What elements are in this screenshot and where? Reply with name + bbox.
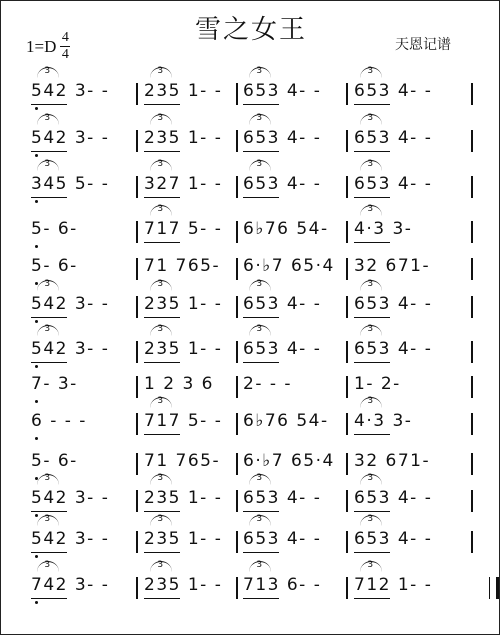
barline bbox=[346, 296, 348, 318]
measure: 542 3- - bbox=[31, 339, 110, 359]
triplet-mark: 3 bbox=[150, 474, 172, 485]
notation-line bbox=[31, 113, 476, 154]
measure: 235 1- - bbox=[144, 294, 223, 314]
measure: 653 4- - bbox=[354, 529, 433, 549]
measure: 653 4- - bbox=[354, 128, 433, 148]
notation-line bbox=[31, 560, 476, 601]
measure: 235 1- - bbox=[144, 128, 223, 148]
beam-underline bbox=[144, 434, 180, 435]
notation-line bbox=[31, 204, 476, 245]
barline bbox=[136, 490, 138, 512]
barline bbox=[471, 130, 473, 152]
barline bbox=[136, 577, 138, 599]
triplet-mark: 3 bbox=[360, 114, 382, 125]
octave-dot bbox=[35, 200, 38, 203]
barline bbox=[136, 413, 138, 435]
triplet-mark: 3 bbox=[37, 515, 59, 526]
barline bbox=[346, 221, 348, 243]
barline bbox=[136, 341, 138, 363]
beam-underline bbox=[31, 104, 67, 105]
beam-underline bbox=[354, 197, 390, 198]
measure: 327 1- - bbox=[144, 174, 223, 194]
beam-underline bbox=[243, 104, 279, 105]
triplet-mark: 3 bbox=[360, 325, 382, 336]
beam-underline bbox=[31, 197, 67, 198]
barline bbox=[471, 83, 473, 105]
measure: 712 1- - bbox=[354, 575, 433, 595]
measure: 235 1- - bbox=[144, 339, 223, 359]
measure: 6·♭7 65·4 bbox=[243, 451, 335, 471]
measure: 2- - - bbox=[243, 374, 293, 394]
barline bbox=[236, 130, 238, 152]
octave-dot bbox=[35, 365, 38, 368]
triplet-mark: 3 bbox=[37, 114, 59, 125]
barline bbox=[236, 341, 238, 363]
barline bbox=[236, 221, 238, 243]
key-label: 1=D bbox=[26, 36, 57, 56]
barline bbox=[236, 296, 238, 318]
time-signature-bottom: 4 bbox=[61, 47, 69, 62]
measure: 4·3 3- bbox=[354, 411, 413, 431]
beam-underline bbox=[144, 197, 180, 198]
measure: 235 1- - bbox=[144, 529, 223, 549]
measure: 1 2 3 6 bbox=[144, 374, 214, 394]
measure: 742 3- - bbox=[31, 575, 110, 595]
measure: 653 4- - bbox=[243, 128, 322, 148]
time-signature bbox=[60, 31, 70, 62]
triplet-mark: 3 bbox=[150, 325, 172, 336]
triplet-mark: 3 bbox=[37, 67, 59, 78]
triplet-mark: 3 bbox=[360, 160, 382, 171]
barline bbox=[471, 296, 473, 318]
measure: 653 4- - bbox=[354, 488, 433, 508]
notation-line bbox=[31, 324, 476, 365]
notation-line bbox=[31, 279, 476, 320]
barline bbox=[346, 531, 348, 553]
barline bbox=[346, 453, 348, 475]
triplet-mark: 3 bbox=[37, 160, 59, 171]
measure: 5- 6- bbox=[31, 451, 78, 471]
measure: 6♭76 54- bbox=[243, 219, 329, 239]
barline bbox=[471, 176, 473, 198]
barline bbox=[346, 490, 348, 512]
measure: 6♭76 54- bbox=[243, 411, 329, 431]
measure: 542 3- - bbox=[31, 128, 110, 148]
triplet-mark: 3 bbox=[150, 160, 172, 171]
measure: 717 5- - bbox=[144, 411, 223, 431]
measure: 7- 3- bbox=[31, 374, 78, 394]
beam-underline bbox=[354, 434, 390, 435]
barline bbox=[471, 413, 473, 435]
barline bbox=[236, 577, 238, 599]
measure: 653 4- - bbox=[243, 488, 322, 508]
triplet-mark: 3 bbox=[360, 515, 382, 526]
final-barline-thin bbox=[489, 577, 490, 599]
measure: 653 4- - bbox=[354, 294, 433, 314]
beam-underline bbox=[243, 598, 279, 599]
measure: 653 4- - bbox=[354, 339, 433, 359]
measure: 235 1- - bbox=[144, 81, 223, 101]
beam-underline bbox=[144, 552, 180, 553]
measure: 71 765- bbox=[144, 256, 221, 276]
barline bbox=[236, 176, 238, 198]
barline bbox=[346, 258, 348, 280]
triplet-mark: 3 bbox=[249, 67, 271, 78]
notation-line bbox=[31, 256, 476, 282]
barline bbox=[346, 413, 348, 435]
triplet-mark: 3 bbox=[150, 280, 172, 291]
notation-line bbox=[31, 514, 476, 555]
triplet-mark: 3 bbox=[360, 397, 382, 408]
beam-underline bbox=[144, 151, 180, 152]
beam-underline bbox=[31, 362, 67, 363]
measure: 653 4- - bbox=[354, 174, 433, 194]
barline bbox=[136, 258, 138, 280]
beam-underline bbox=[31, 151, 67, 152]
page-title: 雪之女王 bbox=[194, 15, 307, 45]
barline bbox=[346, 376, 348, 398]
beam-underline bbox=[243, 511, 279, 512]
barline bbox=[346, 577, 348, 599]
barline bbox=[236, 83, 238, 105]
barline bbox=[236, 258, 238, 280]
beam-underline bbox=[354, 317, 390, 318]
beam-underline bbox=[354, 104, 390, 105]
barline bbox=[136, 376, 138, 398]
triplet-mark: 3 bbox=[150, 515, 172, 526]
triplet-mark: 3 bbox=[360, 205, 382, 216]
triplet-mark: 3 bbox=[150, 67, 172, 78]
barline bbox=[236, 376, 238, 398]
final-barline-thick bbox=[496, 577, 500, 599]
triplet-mark: 3 bbox=[37, 280, 59, 291]
barline bbox=[236, 531, 238, 553]
octave-dot bbox=[35, 601, 38, 604]
octave-dot bbox=[35, 154, 38, 157]
beam-underline bbox=[354, 552, 390, 553]
measure: 6·♭7 65·4 bbox=[243, 256, 335, 276]
triplet-mark: 3 bbox=[249, 325, 271, 336]
triplet-mark: 3 bbox=[37, 325, 59, 336]
beam-underline bbox=[243, 362, 279, 363]
beam-underline bbox=[354, 151, 390, 152]
beam-underline bbox=[144, 242, 180, 243]
triplet-mark: 3 bbox=[249, 515, 271, 526]
triplet-mark: 3 bbox=[150, 205, 172, 216]
barline bbox=[236, 490, 238, 512]
beam-underline bbox=[144, 362, 180, 363]
triplet-mark: 3 bbox=[150, 397, 172, 408]
triplet-mark: 3 bbox=[249, 474, 271, 485]
triplet-mark: 3 bbox=[249, 114, 271, 125]
barline bbox=[136, 176, 138, 198]
measure: 345 5- - bbox=[31, 174, 110, 194]
octave-dot bbox=[35, 400, 38, 403]
triplet-mark: 3 bbox=[360, 561, 382, 572]
barline bbox=[471, 453, 473, 475]
beam-underline bbox=[144, 598, 180, 599]
notation-line bbox=[31, 66, 476, 107]
barline bbox=[471, 258, 473, 280]
measure: 653 4- - bbox=[243, 529, 322, 549]
measure: 542 3- - bbox=[31, 294, 110, 314]
octave-dot bbox=[35, 320, 38, 323]
triplet-mark: 3 bbox=[360, 474, 382, 485]
measure: 542 3- - bbox=[31, 488, 110, 508]
notation-line bbox=[31, 473, 476, 514]
octave-dot bbox=[35, 514, 38, 517]
beam-underline bbox=[354, 598, 390, 599]
measure: 235 1- - bbox=[144, 488, 223, 508]
barline bbox=[236, 413, 238, 435]
barline bbox=[471, 221, 473, 243]
barline bbox=[346, 341, 348, 363]
barline bbox=[136, 453, 138, 475]
barline bbox=[471, 376, 473, 398]
octave-dot bbox=[35, 107, 38, 110]
measure: 713 6- - bbox=[243, 575, 322, 595]
barline bbox=[136, 531, 138, 553]
triplet-mark: 3 bbox=[150, 561, 172, 572]
beam-underline bbox=[144, 104, 180, 105]
measure: 4·3 3- bbox=[354, 219, 413, 239]
measure: 1- 2- bbox=[354, 374, 401, 394]
measure: 653 4- - bbox=[243, 339, 322, 359]
beam-underline bbox=[243, 197, 279, 198]
beam-underline bbox=[354, 511, 390, 512]
measure: 717 5- - bbox=[144, 219, 223, 239]
notation-line bbox=[31, 451, 476, 477]
barline bbox=[136, 130, 138, 152]
beam-underline bbox=[243, 552, 279, 553]
beam-underline bbox=[144, 511, 180, 512]
measure: 542 3- - bbox=[31, 529, 110, 549]
key-signature bbox=[26, 31, 70, 62]
measure: 32 671- bbox=[354, 451, 431, 471]
measure: 653 4- - bbox=[243, 81, 322, 101]
triplet-mark: 3 bbox=[249, 280, 271, 291]
barline bbox=[471, 341, 473, 363]
triplet-mark: 3 bbox=[249, 561, 271, 572]
measure: 653 4- - bbox=[243, 174, 322, 194]
measure: 542 3- - bbox=[31, 81, 110, 101]
triplet-mark: 3 bbox=[150, 114, 172, 125]
triplet-mark: 3 bbox=[37, 561, 59, 572]
beam-underline bbox=[31, 598, 67, 599]
triplet-mark: 3 bbox=[37, 474, 59, 485]
time-signature-top: 4 bbox=[61, 30, 69, 45]
measure: 653 4- - bbox=[354, 81, 433, 101]
barline bbox=[236, 453, 238, 475]
beam-underline bbox=[144, 317, 180, 318]
measure: 32 671- bbox=[354, 256, 431, 276]
measure: 653 4- - bbox=[243, 294, 322, 314]
notation-line bbox=[31, 396, 476, 437]
beam-underline bbox=[243, 317, 279, 318]
octave-dot bbox=[35, 437, 38, 440]
measure: 235 1- - bbox=[144, 575, 223, 595]
beam-underline bbox=[243, 151, 279, 152]
notation-line bbox=[31, 159, 476, 200]
triplet-mark: 3 bbox=[360, 280, 382, 291]
beam-underline bbox=[354, 242, 390, 243]
barline bbox=[136, 221, 138, 243]
transcriber-credit: 天恩记谱 bbox=[395, 37, 451, 53]
beam-underline bbox=[31, 317, 67, 318]
barline bbox=[471, 531, 473, 553]
barline bbox=[471, 490, 473, 512]
beam-underline bbox=[31, 552, 67, 553]
measure: 5- 6- bbox=[31, 256, 78, 276]
octave-dot bbox=[35, 555, 38, 558]
measure: 71 765- bbox=[144, 451, 221, 471]
barline bbox=[136, 83, 138, 105]
barline bbox=[346, 130, 348, 152]
measure: 5- 6- bbox=[31, 219, 78, 239]
barline bbox=[136, 296, 138, 318]
barline bbox=[346, 176, 348, 198]
triplet-mark: 3 bbox=[360, 67, 382, 78]
octave-dot bbox=[35, 245, 38, 248]
beam-underline bbox=[354, 362, 390, 363]
beam-underline bbox=[31, 511, 67, 512]
triplet-mark: 3 bbox=[249, 160, 271, 171]
measure: 6 - - - bbox=[31, 411, 87, 431]
barline bbox=[346, 83, 348, 105]
notation-line bbox=[31, 374, 476, 400]
